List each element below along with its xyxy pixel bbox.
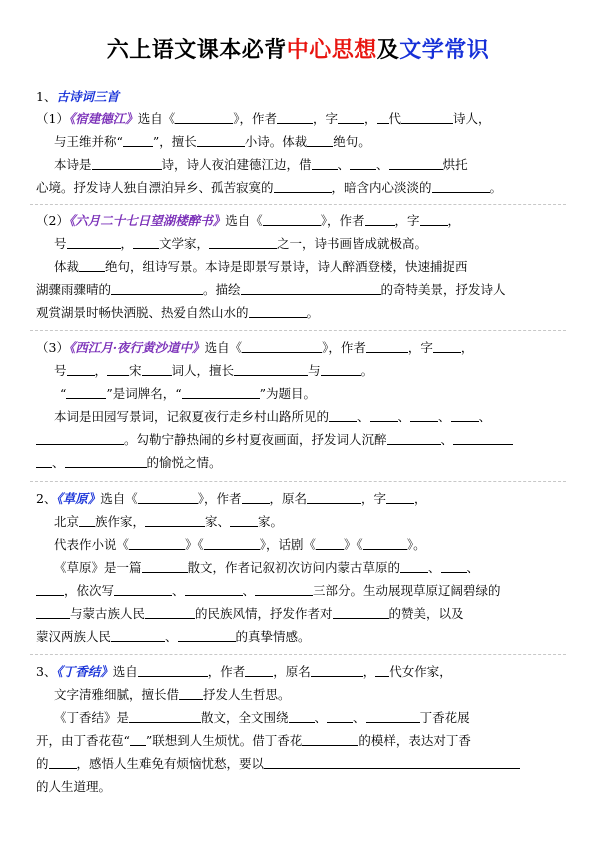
text-fragment: 北京 [54,514,80,529]
answer-blank[interactable] [179,686,203,700]
text-fragment: 代女作家， [389,664,452,679]
text-fragment: ”联想到人生烦忧。借丁香花 [145,733,303,748]
text-fragment: 绝句，组诗写景。本诗是即景写景诗，诗人醉酒登楼，快速捕捉西 [105,259,468,274]
text-fragment: 本词是田园写景词，记叙夏夜行走乡村山路所见的 [54,409,330,424]
text-fragment: 。勾勒宁静热闹的乡村夏夜画面，抒发词人沉醉 [124,432,387,447]
text-fragment: 、 [397,409,411,424]
text-fragment: ，原名 [269,491,308,506]
text-fragment: 本诗是 [54,157,92,172]
answer-blank[interactable] [65,454,147,468]
poem-1-line-4 [36,179,564,197]
text-fragment: 小诗。体裁 [244,134,308,149]
answer-blank[interactable] [67,235,121,249]
answer-blank[interactable] [36,454,52,468]
answer-blank[interactable] [370,408,398,422]
answer-blank[interactable] [329,408,357,422]
text-fragment: 散文，作者记叙初次访问内蒙古草原的 [187,560,401,575]
answer-blank[interactable] [204,536,260,550]
answer-blank[interactable] [142,559,188,573]
text-fragment: ， [120,236,134,251]
answer-blank[interactable] [263,212,321,226]
text-fragment: ， [447,213,461,228]
text-fragment: 、 [172,583,185,598]
text-fragment: ，字 [313,111,339,126]
text-fragment: 的 [36,756,49,771]
text-fragment: 选自 [112,664,138,679]
text-fragment: ”，擅长 [152,134,197,149]
text-fragment: 、 [314,710,328,725]
text-fragment: 烘托 [442,157,468,172]
answer-blank[interactable] [209,235,277,249]
answer-blank[interactable] [333,605,389,619]
text-fragment: 》，作者 [197,491,242,506]
poem-1-title: 《宿建德江》 [68,111,138,126]
section-3-line-6 [36,778,564,796]
text-fragment: 文字清雅细腻，擅长借 [54,687,180,702]
poem-3-line-6 [36,454,564,472]
text-fragment: 的愉悦之情。 [146,455,222,470]
text-fragment: 、 [440,432,454,447]
text-fragment: 的真挚情感。 [235,629,311,644]
text-fragment: 诗人， [453,111,491,126]
answer-blank[interactable] [133,235,159,249]
text-fragment: 》，作者 [233,111,277,126]
text-fragment: 代表作小说《 [54,537,130,552]
poem-3-line-5 [36,431,564,449]
answer-blank[interactable] [338,110,364,124]
answer-blank[interactable] [245,663,273,677]
poem-2-line-3 [54,258,564,276]
text-fragment: 开，由丁香花苞“ [36,733,130,748]
answer-blank[interactable] [433,339,461,353]
answer-blank[interactable] [289,709,315,723]
text-fragment: “ [60,386,67,401]
answer-blank[interactable] [130,732,146,746]
answer-blank[interactable] [302,732,358,746]
answer-blank[interactable] [234,362,308,376]
answer-blank[interactable] [387,431,441,445]
answer-blank[interactable] [107,362,129,376]
text-fragment: ，原名 [273,664,311,679]
text-fragment: 宋 [129,363,142,378]
text-fragment: 家。 [258,514,284,529]
text-fragment: ，暗含内心淡淡的 [331,180,432,195]
text-fragment: 。 [306,305,320,320]
answer-blank[interactable] [401,110,453,124]
text-fragment: 2、 [36,491,57,506]
text-fragment: 3、 [36,664,57,679]
answer-blank[interactable] [350,156,376,170]
text-fragment: 》《 [185,537,204,552]
text-fragment: （1） [36,111,69,126]
poem-3-line-1 [36,339,564,357]
section-3-line-5 [36,755,564,773]
text-fragment: 诗，诗人夜泊建德江边，借 [161,157,312,172]
text-fragment: 文学家， [159,236,210,251]
answer-blank[interactable] [129,536,185,550]
answer-blank[interactable] [142,362,172,376]
answer-blank[interactable] [138,490,198,504]
text-fragment: 湖骤雨骤晴的 [36,282,112,297]
text-fragment: 选自《 [137,111,176,126]
answer-blank[interactable] [66,385,106,399]
text-fragment: 的奇特美景，抒发诗人 [380,282,506,297]
text-fragment: 选自《 [225,213,263,228]
text-fragment: 》，作者 [320,213,365,228]
poem-2-line-4 [36,281,564,299]
answer-blank[interactable] [420,212,448,226]
text-fragment: 词人，擅长 [171,363,235,378]
answer-blank[interactable] [242,490,270,504]
answer-blank[interactable] [410,408,438,422]
text-fragment: 、 [466,560,480,575]
title-part-and: 及 [376,38,400,63]
section-2-line-3 [54,536,564,554]
answer-blank[interactable] [377,110,389,124]
answer-blank[interactable] [138,663,208,677]
text-fragment: 、 [357,409,370,424]
answer-blank[interactable] [197,133,245,147]
answer-blank[interactable] [400,559,428,573]
text-fragment: 抒发人生哲思。 [203,687,291,702]
answer-blank[interactable] [307,490,361,504]
answer-blank[interactable] [366,339,408,353]
text-fragment: 、 [337,157,351,172]
text-fragment: 选自《 [204,340,243,355]
text-fragment: 代 [388,111,402,126]
text-fragment: 心境。抒发诗人独自漂泊异乡、孤苦寂寞的 [36,180,274,195]
text-fragment: ”为题目。 [259,386,317,401]
section-2-line-2 [54,513,564,531]
text-fragment: ”是词牌名，“ [106,386,182,401]
poem-3-line-4 [54,408,564,426]
answer-blank[interactable] [249,304,307,318]
text-fragment: 选自《 [100,491,138,506]
answer-blank[interactable] [451,408,479,422]
divider [30,204,566,205]
divider [30,330,566,331]
text-fragment: 古诗词三首 [56,89,119,104]
poem-2-line-2 [54,235,564,253]
answer-blank[interactable] [453,431,513,445]
text-fragment: 、 [376,157,389,172]
text-fragment: 。描绘 [203,282,241,297]
poem-1-line-1 [36,110,564,128]
section-2-line-7 [36,628,564,646]
answer-blank[interactable] [255,582,313,596]
text-fragment: 号 [54,363,67,378]
text-fragment: 、 [52,455,65,470]
section-2-line-5 [36,582,564,600]
text-fragment: ，作者 [207,664,246,679]
divider [30,654,566,655]
text-fragment: 》，作者 [322,340,366,355]
answer-blank[interactable] [114,582,172,596]
answer-blank[interactable] [230,513,258,527]
answer-blank[interactable] [241,281,381,295]
text-fragment: ，字 [361,491,387,506]
section-2-line-4 [54,559,564,577]
poem-2-title: 《六月二十七日望湖楼醉书》 [68,213,226,228]
answer-blank[interactable] [36,431,124,445]
text-fragment: 绝句。 [333,134,371,149]
text-fragment: 之一，诗书画皆成就极高。 [277,236,428,251]
text-fragment: 三部分。生动展现草原辽阔碧绿的 [313,583,501,598]
text-fragment: 的赞美，以及 [388,606,464,621]
answer-blank[interactable] [36,605,70,619]
answer-blank[interactable] [36,582,64,596]
text-fragment: ，字 [394,213,420,228]
answer-blank[interactable] [145,513,205,527]
answer-blank[interactable] [321,362,361,376]
text-fragment: 。 [360,363,374,378]
title-part-blue: 文学常识 [399,38,490,63]
answer-blank[interactable] [92,156,162,170]
text-fragment: 与王维并称“ [54,134,123,149]
page-title [0,36,596,66]
poem-2-line-5 [36,304,564,322]
text-fragment: ， [94,363,108,378]
text-fragment: ， [364,111,377,126]
answer-blank[interactable] [49,755,77,769]
text-fragment: 、 [242,583,256,598]
text-fragment: 蒙汉两族人民 [36,629,112,644]
text-fragment: 》。 [406,537,426,552]
answer-blank[interactable] [312,156,338,170]
text-fragment: （3） [36,340,69,355]
answer-blank[interactable] [307,133,333,147]
text-fragment: 》，话剧《 [259,537,317,552]
poem-1-line-2 [54,133,564,151]
section-1-heading [36,88,564,106]
answer-blank[interactable] [79,258,105,272]
answer-blank[interactable] [441,559,467,573]
answer-blank[interactable] [277,110,313,124]
text-fragment: 、 [478,409,492,424]
answer-blank[interactable] [111,281,203,295]
answer-blank[interactable] [129,709,201,723]
poem-1-line-3 [54,156,564,174]
poem-2-line-1 [36,212,564,230]
answer-blank[interactable] [67,362,95,376]
answer-blank[interactable] [327,709,353,723]
answer-blank[interactable] [264,755,520,769]
answer-blank[interactable] [375,663,389,677]
text-fragment: ，字 [407,340,433,355]
text-fragment: ，依次写 [64,583,115,598]
section-3-line-4 [36,732,564,750]
text-fragment: 1、 [36,89,57,104]
text-fragment: 《草原》是一篇 [54,560,142,575]
answer-blank[interactable] [366,709,420,723]
section-2-title: 《草原》 [56,491,101,506]
text-fragment: 的模样，表达对丁香 [358,733,471,748]
text-fragment: 散文，全文围绕 [201,710,289,725]
text-fragment: 、 [165,629,178,644]
answer-blank[interactable] [316,536,344,550]
title-part-black: 六上语文课本必背 [106,38,287,63]
section-2-line-6 [36,605,564,623]
title-part-red: 中心思想 [286,38,377,63]
text-fragment: ， [362,664,376,679]
text-fragment: 的民族风情，抒发作者对 [195,606,333,621]
text-fragment: （2） [36,213,69,228]
poem-3-title: 《西江月·夜行黄沙道中》 [68,340,205,355]
text-fragment: 体裁 [54,259,80,274]
answer-blank[interactable] [242,339,322,353]
answer-blank[interactable] [145,605,195,619]
text-fragment: 与蒙古族人民 [70,606,146,621]
answer-blank[interactable] [432,179,490,193]
answer-blank[interactable] [311,663,363,677]
answer-blank[interactable] [274,179,332,193]
section-3-line-2 [54,686,564,704]
answer-blank[interactable] [123,133,153,147]
text-fragment: 的人生道理。 [36,779,112,794]
text-fragment: 、 [353,710,366,725]
answer-blank[interactable] [363,536,407,550]
text-fragment: 、 [428,560,441,575]
answer-blank[interactable] [111,628,165,642]
answer-blank[interactable] [178,628,236,642]
divider [30,481,566,482]
answer-blank[interactable] [182,385,260,399]
text-fragment: 》《 [344,537,363,552]
text-fragment: ， [414,491,427,506]
section-3-line-1 [36,663,564,681]
text-fragment: 家、 [205,514,231,529]
text-fragment: 。 [489,180,503,195]
text-fragment: 与 [308,363,321,378]
section-3-line-3 [54,709,564,727]
answer-blank[interactable] [79,513,95,527]
answer-blank[interactable] [365,212,395,226]
text-fragment: 《丁香结》是 [54,710,130,725]
text-fragment: 观赏湖景时畅快洒脱、热爱自然山水的 [36,305,249,320]
text-fragment: ， [460,340,474,355]
section-3-title: 《丁香结》 [56,664,113,679]
text-fragment: 丁香花展 [419,710,470,725]
poem-3-line-3 [60,385,564,403]
section-2-line-1 [36,490,564,508]
answer-blank[interactable] [386,490,414,504]
poem-3-line-2 [54,362,564,380]
answer-blank[interactable] [175,110,233,124]
text-fragment: 号 [54,236,67,251]
answer-blank[interactable] [185,582,243,596]
text-fragment: ，感悟人生难免有烦恼忧愁，要以 [76,756,265,771]
text-fragment: 、 [438,409,451,424]
answer-blank[interactable] [389,156,443,170]
text-fragment: 族作家， [95,514,146,529]
